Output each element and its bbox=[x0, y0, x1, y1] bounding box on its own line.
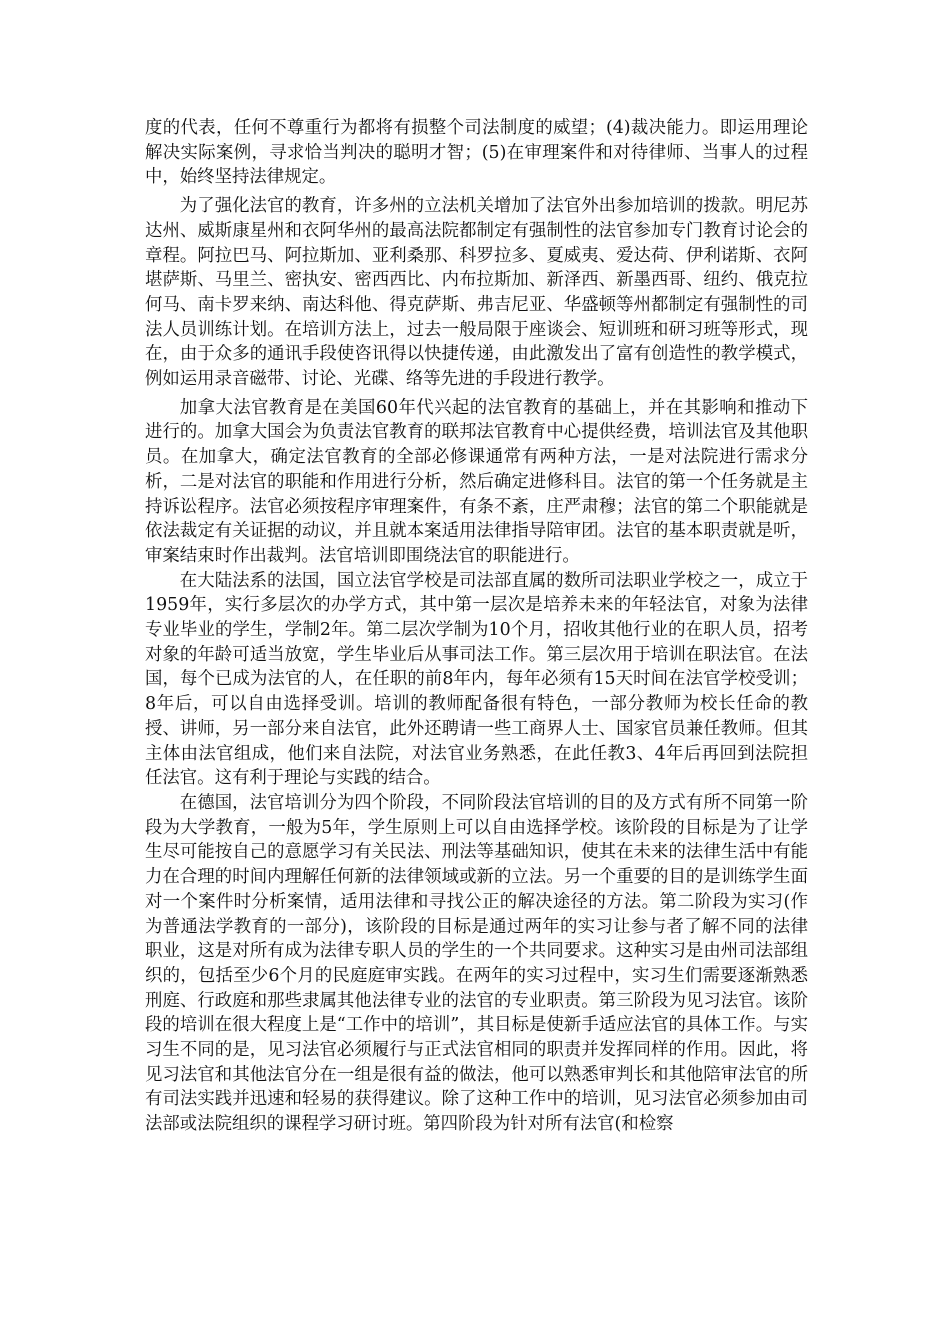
paragraph-2: 为了强化法官的教育，许多州的立法机关增加了法官外出参加培训的拨款。明尼苏达州、威斯康星州和衣阿华州的最高法院都制定有强制性的法官参加专门教育讨论会的章程。阿拉巴马、阿拉斯加、亚利桑那、科罗拉多、夏威夷、爱达荷、伊利诺斯、衣阿堪萨斯、马里兰、密执安、密西西比、内布拉斯加、新泽西、新墨西哥、纽约、俄克拉何马、南卡罗来纳、南达科他、得克萨斯、弗吉尼亚、华盛顿等州都制定有强制性的司法人员训练计划。在培训方法上，过去一般局限于座谈会、短训班和研习班等形式，现在，由于众多的通讯手段使咨讯得以快捷传递，由此激发出了富有创造性的教学模式，例如运用录音磁带、讨论、光碟、络等先进的手段进行教学。 bbox=[145, 196, 808, 390]
document-page bbox=[145, 116, 808, 1137]
paragraph-5: 在德国，法官培训分为四个阶段，不同阶段法官培训的目的及方式有所不同第一阶段为大学教育，一般为5年，学生原则上可以自由选择学校。该阶段的目标是为了让学生尽可能按自己的意愿学习有关民法、刑法等基础知识，使其在未来的法律生活中有能力在合理的时间内理解任何新的法律领域或新的立法。另一个重要的目的是训练学生面对一个案件时分析案情，适用法律和寻找公正的解决途径的方法。第二阶段为实习(作为普通法学教育的一部分)，该阶段的目标是通过两年的实习让参与者了解不同的法律职业，这是对所有成为法律专职人员的学生的一个共同要求。这种实习是由州司法部组织的，包括至少6个月的民庭庭审实践。在两年的实习过程中，实习生们需要逐渐熟悉刑庭、行政庭和那些隶属其他法律专业的法官的专业职责。第三阶段为见习法官。该阶段的培训在很大程度上是“工作中的培训”，其目标是使新手适应法官的具体工作。与实习生不同的是，见习法官必须履行与正式法官相同的职责并发挥同样的作用。因此，将见习法官和其他法官分在一组是很有益的做法，他可以熟悉审判长和其他陪审法官的所有司法实践并迅速和轻易的获得建议。除了这种工作中的培训，见习法官必须参加由司法部或法院组织的课程学习研讨班。第四阶段为针对所有法官(和检察 bbox=[145, 792, 808, 1135]
paragraph-3: 加拿大法官教育是在美国60年代兴起的法官教育的基础上，并在其影响和推动下进行的。加拿大国会为负责法官教育的联邦法官教育中心提供经费，培训法官及其他职员。在加拿大，确定法官教育的全部必修课通常有两种方法，一是对法院进行需求分析，二是对法官的职能和作用进行分析，然后确定进修科目。法官的第一个任务就是主持诉讼程序。法官必须按程序审理案件，有条不紊，庄严肃穆；法官的第二个职能就是依法裁定有关证据的动议，并且就本案适用法律指导陪审团。法官的基本职责就是听，审案结束时作出裁判。法官培训即围绕法官的职能进行。 bbox=[145, 397, 808, 566]
paragraph-1: 度的代表，任何不尊重行为都将有损整个司法制度的威望；(4)裁决能力。即运用理论解决实际案例，寻求恰当判决的聪明才智；(5)在审理案件和对待律师、当事人的过程中，始终坚持法律规定。 bbox=[145, 118, 808, 188]
paragraph-4: 在大陆法系的法国，国立法官学校是司法部直属的数所司法职业学校之一，成立于1959年，实行多层次的办学方式，其中第一层次是培养未来的年轻法官，对象为法律专业毕业的学生，学制2年。第二层次学制为10个月，招收其他行业的在职人员，招考对象的年龄可适当放宽，学生毕业后从事司法工作。第三层次用于培训在职法官。在法国，每个已成为法官的人，在任职的前8年内，每年必须有15天时间在法官学校受训；8年后，可以自由选择受训。培训的教师配备很有特色，一部分教师为校长任命的教授、讲师，另一部分来自法官，此外还聘请一些工商界人士、国家官员兼任教师。但其主体由法官组成，他们来自法院，对法官业务熟悉，在此任教3、4年后再回到法院担任法官。这有利于理论与实践的结合。 bbox=[145, 570, 808, 789]
